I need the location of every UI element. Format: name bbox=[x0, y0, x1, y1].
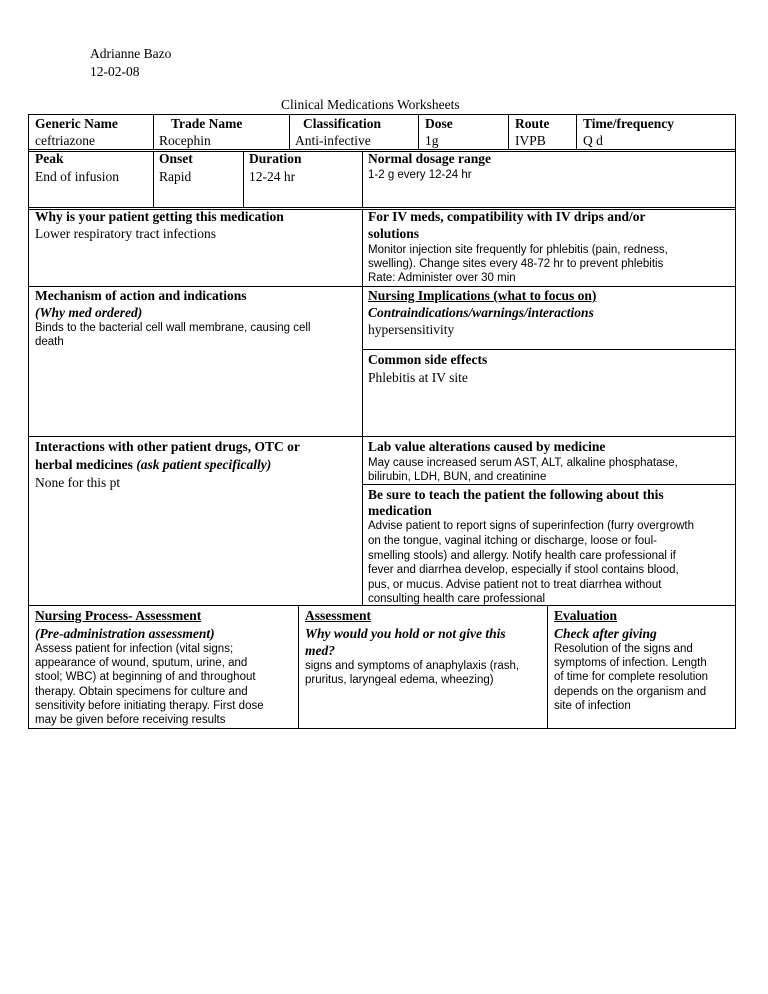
evaluation-line: depends on the organism and bbox=[554, 686, 707, 698]
generic-name-value: ceftriazone bbox=[35, 133, 95, 148]
teach-line: smelling stools) and allergy. Notify health care professional if bbox=[368, 550, 676, 562]
teach-line: Advise patient to report signs of superinfection (furry overgrowth bbox=[368, 520, 694, 532]
worksheet-date: 12-02-08 bbox=[90, 64, 140, 79]
dose-label: Dose bbox=[425, 116, 453, 131]
nursing-process-line: therapy. Obtain specimens for culture and bbox=[35, 686, 248, 698]
lab-values-value-2: bilirubin, LDH, BUN, and creatinine bbox=[368, 471, 547, 483]
teach-line: pus, or mucus. Advise patient not to treat diarrhea without bbox=[368, 579, 662, 591]
evaluation-line: Resolution of the signs and bbox=[554, 643, 693, 655]
peak-label: Peak bbox=[35, 151, 64, 166]
interactions-label-1: Interactions with other patient drugs, OTC or bbox=[35, 439, 300, 454]
teach-line: consulting health care professional bbox=[368, 593, 546, 605]
route-label: Route bbox=[515, 116, 550, 131]
teach-label-2: medication bbox=[368, 503, 432, 518]
assessment-sub-label-1: Why would you hold or not give this bbox=[305, 626, 506, 641]
side-effects-value: Phlebitis at IV site bbox=[368, 370, 468, 385]
interactions-label-2 bbox=[35, 457, 271, 473]
assessment-line: pruritus, laryngeal edema, wheezing) bbox=[305, 674, 494, 686]
evaluation-line: site of infection bbox=[554, 700, 631, 712]
teach-label-1: Be sure to teach the patient the following about this bbox=[368, 487, 664, 502]
iv-compat-value-3: Rate: Administer over 30 min bbox=[368, 272, 516, 284]
evaluation-line: symptoms of infection. Length bbox=[554, 657, 707, 669]
peak-value: End of infusion bbox=[35, 169, 119, 184]
nursing-process-line: sensitivity before initiating therapy. First dose bbox=[35, 700, 264, 712]
classification-label: Classification bbox=[303, 116, 382, 131]
onset-value: Rapid bbox=[159, 169, 192, 184]
mechanism-value-1: Binds to the bacterial cell wall membrane, causing cell bbox=[35, 322, 311, 334]
contraindications-label: Contraindications/warnings/interactions bbox=[368, 305, 594, 320]
dosage-range-label: Normal dosage range bbox=[368, 151, 491, 166]
teach-line: fever and diarrhea develop, especially if stool contains blood, bbox=[368, 564, 679, 576]
time-frequency-value: Q d bbox=[583, 133, 603, 148]
nursing-process-line: stool; WBC) at beginning of and throughout bbox=[35, 671, 256, 683]
route-value: IVPB bbox=[515, 133, 546, 148]
lab-values-value-1: May cause increased serum AST, ALT, alkaline phosphatase, bbox=[368, 457, 678, 469]
interactions-label-2b: (ask patient specifically) bbox=[136, 457, 272, 472]
why-medication-value: Lower respiratory tract infections bbox=[35, 226, 217, 241]
iv-compat-label-2: solutions bbox=[368, 226, 420, 241]
dose-value: 1g bbox=[425, 133, 439, 148]
teach-line: on the tongue, vaginal itching or discharge, loose or foul- bbox=[368, 535, 657, 547]
assessment-label: Assessment bbox=[305, 608, 371, 623]
evaluation-sub-label: Check after giving bbox=[554, 626, 657, 641]
mechanism-sub-label: (Why med ordered) bbox=[35, 305, 143, 320]
trade-name-label: Trade Name bbox=[171, 116, 243, 131]
why-medication-label: Why is your patient getting this medication bbox=[35, 209, 284, 224]
iv-compat-label-1: For IV meds, compatibility with IV drips and/or bbox=[368, 209, 646, 224]
dosage-range-value: 1-2 g every 12-24 hr bbox=[368, 169, 472, 181]
nursing-process-line: Assess patient for infection (vital signs; bbox=[35, 643, 234, 655]
iv-compat-value-2: swelling). Change sites every 48-72 hr to prevent phlebitis bbox=[368, 258, 664, 270]
duration-value: 12-24 hr bbox=[249, 169, 296, 184]
student-name: Adrianne Bazo bbox=[90, 46, 172, 61]
time-frequency-label: Time/frequency bbox=[583, 116, 674, 131]
assessment-line: signs and symptoms of anaphylaxis (rash, bbox=[305, 660, 520, 672]
trade-name-value: Rocephin bbox=[159, 133, 211, 148]
evaluation-label: Evaluation bbox=[554, 608, 618, 623]
nursing-process-line: may be given before receiving results bbox=[35, 714, 226, 726]
side-effects-label: Common side effects bbox=[368, 352, 488, 367]
nursing-process-label: Nursing Process- Assessment bbox=[35, 608, 202, 623]
page-title: Clinical Medications Worksheets bbox=[281, 97, 460, 112]
nursing-process-sub-label: (Pre-administration assessment) bbox=[35, 626, 215, 641]
mechanism-value-2: death bbox=[35, 336, 64, 348]
interactions-value: None for this pt bbox=[35, 475, 121, 490]
classification-value: Anti-infective bbox=[295, 133, 371, 148]
assessment-sub-label-2: med? bbox=[305, 643, 335, 658]
nursing-process-line: appearance of wound, sputum, urine, and bbox=[35, 657, 248, 669]
contraindications-value: hypersensitivity bbox=[368, 322, 455, 337]
generic-name-label: Generic Name bbox=[35, 116, 118, 131]
duration-label: Duration bbox=[249, 151, 302, 166]
lab-values-label: Lab value alterations caused by medicine bbox=[368, 439, 606, 454]
mechanism-label: Mechanism of action and indications bbox=[35, 288, 247, 303]
evaluation-line: of time for complete resolution bbox=[554, 671, 709, 683]
nursing-implications-label: Nursing Implications (what to focus on) bbox=[368, 288, 597, 303]
onset-label: Onset bbox=[159, 151, 193, 166]
interactions-label-2a: herbal medicines bbox=[35, 457, 137, 472]
iv-compat-value-1: Monitor injection site frequently for phlebitis (pain, redness, bbox=[368, 244, 668, 256]
